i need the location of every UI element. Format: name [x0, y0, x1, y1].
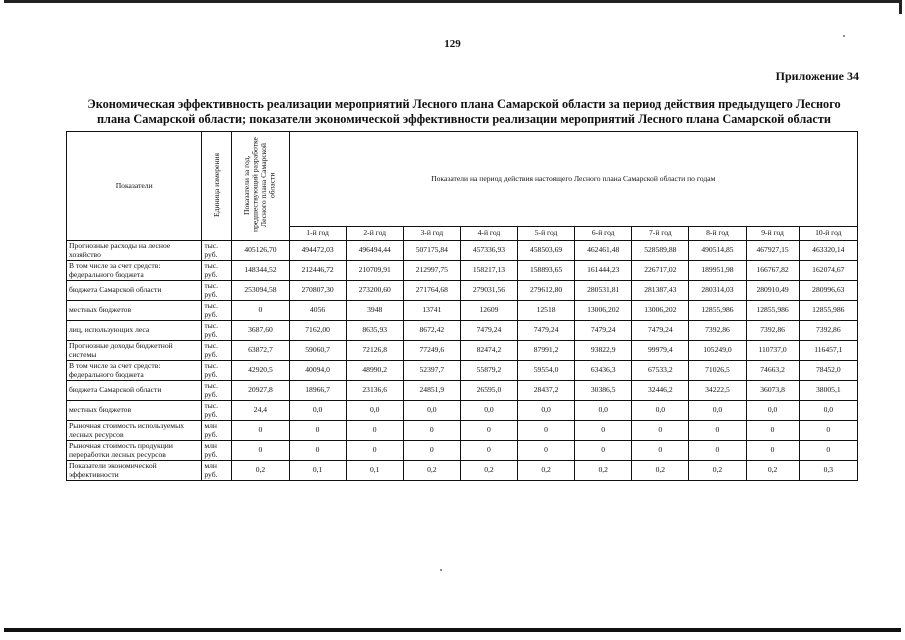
row-year-value: 494472,03: [289, 241, 346, 261]
header-unit: [202, 132, 232, 241]
row-unit: тыс. руб.: [202, 301, 232, 321]
row-year-value: 0: [403, 441, 460, 461]
table-row: [67, 261, 858, 281]
row-year-value: 528589,88: [632, 241, 689, 261]
header-period: Показатели на период действия настоящего Лесного плана Самарской области по годам: [289, 132, 857, 227]
row-year-value: 0: [460, 421, 517, 441]
row-year-value: 55879,2: [460, 361, 517, 381]
row-year-value: 0,2: [746, 461, 799, 481]
row-year-value: 463320,14: [799, 241, 857, 261]
row-label: Прогнозные расходы на лесное хозяйство: [67, 241, 202, 261]
row-label: Рыночная стоимость используемых лесных ресурсов: [67, 421, 202, 441]
row-year-value: 166767,82: [746, 261, 799, 281]
row-year-value: 0: [518, 441, 575, 461]
row-label: бюджета Самарской области: [67, 381, 202, 401]
year-header-cell: 9-й год: [746, 227, 799, 241]
row-label: местных бюджетов: [67, 401, 202, 421]
row-label: В том числе за счет средств: федерального бюджета: [67, 261, 202, 281]
row-year-value: 110737,0: [746, 341, 799, 361]
row-year-value: 0: [799, 421, 857, 441]
table-row: [67, 341, 858, 361]
row-unit: млн руб.: [202, 441, 232, 461]
row-year-value: 0,1: [289, 461, 346, 481]
table-row: [67, 401, 858, 421]
row-year-value: 93822,9: [575, 341, 632, 361]
row-year-value: 7392,86: [746, 321, 799, 341]
row-year-value: 32446,2: [632, 381, 689, 401]
row-year-value: 457336,93: [460, 241, 517, 261]
row-year-value: 0,2: [460, 461, 517, 481]
row-label: Прогнозные доходы бюджетной системы: [67, 341, 202, 361]
row-year-value: 462461,48: [575, 241, 632, 261]
year-header-cell: 5-й год: [518, 227, 575, 241]
year-header-cell: 1-й год: [289, 227, 346, 241]
header-prev-year: [232, 132, 289, 241]
row-year-value: 12518: [518, 301, 575, 321]
bottom-border-line: [4, 628, 901, 632]
table-row: [67, 461, 858, 481]
row-year-value: 0,0: [518, 401, 575, 421]
row-year-value: 490514,85: [689, 241, 746, 261]
row-year-value: 0: [575, 441, 632, 461]
row-year-value: 13741: [403, 301, 460, 321]
row-year-value: 0: [632, 421, 689, 441]
row-year-value: 30386,5: [575, 381, 632, 401]
row-year-value: 0,2: [575, 461, 632, 481]
row-unit: тыс. руб.: [202, 321, 232, 341]
row-unit: тыс. руб.: [202, 261, 232, 281]
row-year-value: 87991,2: [518, 341, 575, 361]
row-year-value: 212446,72: [289, 261, 346, 281]
row-year-value: 226717,02: [632, 261, 689, 281]
appendix-label: Приложение 34: [775, 69, 859, 83]
row-unit: млн руб.: [202, 461, 232, 481]
row-year-value: 36073,8: [746, 381, 799, 401]
row-year-value: 7392,86: [799, 321, 857, 341]
row-year-value: 0,0: [799, 401, 857, 421]
row-prev-year-value: 24,4: [232, 401, 289, 421]
row-year-value: 7392,86: [689, 321, 746, 341]
row-year-value: 507175,84: [403, 241, 460, 261]
row-year-value: 270807,30: [289, 281, 346, 301]
table-row: [67, 241, 858, 261]
row-year-value: 0: [460, 441, 517, 461]
year-header-cell: 2-й год: [346, 227, 403, 241]
row-year-value: 0: [403, 421, 460, 441]
year-header-cell: 3-й год: [403, 227, 460, 241]
row-label: Рыночная стоимость продукции переработки лесных ресурсов: [67, 441, 202, 461]
scan-speck: [440, 569, 442, 571]
top-border-corner: [899, 0, 902, 14]
top-border-line: [4, 0, 901, 3]
table-row: [67, 421, 858, 441]
row-year-value: 4056: [289, 301, 346, 321]
row-year-value: 0,0: [460, 401, 517, 421]
row-year-value: 7479,24: [632, 321, 689, 341]
row-year-value: 99979,4: [632, 341, 689, 361]
row-year-value: 0,0: [403, 401, 460, 421]
row-unit: тыс. руб.: [202, 281, 232, 301]
row-year-value: 0: [518, 421, 575, 441]
row-year-value: 59554,0: [518, 361, 575, 381]
row-year-value: 280314,03: [689, 281, 746, 301]
row-year-value: 8672,42: [403, 321, 460, 341]
row-year-value: 13006,202: [632, 301, 689, 321]
row-year-value: 26595,0: [460, 381, 517, 401]
row-year-value: 158893,65: [518, 261, 575, 281]
scan-speck: [843, 35, 845, 37]
row-year-value: 0,0: [689, 401, 746, 421]
row-year-value: 34222,5: [689, 381, 746, 401]
row-year-value: 52397,7: [403, 361, 460, 381]
table-row: [67, 321, 858, 341]
document-title: [40, 97, 888, 127]
row-year-value: 13006,202: [575, 301, 632, 321]
row-year-value: 0: [689, 441, 746, 461]
row-year-value: 38005,1: [799, 381, 857, 401]
row-year-value: 0: [289, 441, 346, 461]
row-year-value: 0,0: [575, 401, 632, 421]
row-year-value: 212997,75: [403, 261, 460, 281]
row-year-value: 0: [746, 441, 799, 461]
row-year-value: 74663,2: [746, 361, 799, 381]
row-prev-year-value: 0: [232, 441, 289, 461]
row-year-value: 279031,56: [460, 281, 517, 301]
row-year-value: 0: [746, 421, 799, 441]
row-year-value: 0,3: [799, 461, 857, 481]
row-year-value: 0,2: [518, 461, 575, 481]
page-number: 129: [444, 38, 461, 50]
row-year-value: 48990,2: [346, 361, 403, 381]
row-unit: тыс. руб.: [202, 361, 232, 381]
row-year-value: 40094,0: [289, 361, 346, 381]
year-header-cell: 4-й год: [460, 227, 517, 241]
row-prev-year-value: 0: [232, 301, 289, 321]
row-prev-year-value: 253094,58: [232, 281, 289, 301]
row-unit: тыс. руб.: [202, 341, 232, 361]
row-year-value: 0,0: [289, 401, 346, 421]
table-row: [67, 361, 858, 381]
year-header-cell: 8-й год: [689, 227, 746, 241]
row-year-value: 8635,93: [346, 321, 403, 341]
row-year-value: 496494,44: [346, 241, 403, 261]
row-year-value: 12855,986: [689, 301, 746, 321]
row-year-value: 59060,7: [289, 341, 346, 361]
row-year-value: 7479,24: [518, 321, 575, 341]
table-row: [67, 441, 858, 461]
row-year-value: 12855,986: [799, 301, 857, 321]
table-row: [67, 381, 858, 401]
row-year-value: 0: [289, 421, 346, 441]
row-year-value: 18966,7: [289, 381, 346, 401]
row-year-value: 0: [689, 421, 746, 441]
row-year-value: 0,0: [346, 401, 403, 421]
row-year-value: 0: [346, 421, 403, 441]
row-year-value: 24851,9: [403, 381, 460, 401]
row-unit: тыс. руб.: [202, 381, 232, 401]
row-year-value: 63436,3: [575, 361, 632, 381]
table-header-row: [67, 132, 858, 227]
row-year-value: 7479,24: [460, 321, 517, 341]
row-year-value: 0: [575, 421, 632, 441]
row-label: Показатели экономической эффективности: [67, 461, 202, 481]
row-year-value: 280996,63: [799, 281, 857, 301]
row-year-value: 161444,23: [575, 261, 632, 281]
row-year-value: 189951,98: [689, 261, 746, 281]
row-year-value: 7479,24: [575, 321, 632, 341]
row-year-value: 281387,43: [632, 281, 689, 301]
row-prev-year-value: 0,2: [232, 461, 289, 481]
row-prev-year-value: 405126,70: [232, 241, 289, 261]
row-prev-year-value: 148344,52: [232, 261, 289, 281]
row-year-value: 210709,91: [346, 261, 403, 281]
row-year-value: 0,2: [403, 461, 460, 481]
row-year-value: 0,1: [346, 461, 403, 481]
row-year-value: 71026,5: [689, 361, 746, 381]
row-unit: млн руб.: [202, 421, 232, 441]
header-prev-year-text: Показатели за год, предшествующий разработке Лесного плана Самарской области: [242, 137, 277, 233]
row-year-value: 78452,0: [799, 361, 857, 381]
row-prev-year-value: 20927,8: [232, 381, 289, 401]
row-year-value: 77249,6: [403, 341, 460, 361]
row-year-value: 0: [632, 441, 689, 461]
row-year-value: 280531,81: [575, 281, 632, 301]
row-year-value: 271764,68: [403, 281, 460, 301]
row-year-value: 0,2: [689, 461, 746, 481]
row-year-value: 458503,69: [518, 241, 575, 261]
row-year-value: 67533,2: [632, 361, 689, 381]
row-year-value: 116457,1: [799, 341, 857, 361]
row-year-value: 467927,15: [746, 241, 799, 261]
row-prev-year-value: 0: [232, 421, 289, 441]
row-year-value: 82474,2: [460, 341, 517, 361]
row-year-value: 0: [346, 441, 403, 461]
row-year-value: 158217,13: [460, 261, 517, 281]
row-unit: тыс. руб.: [202, 241, 232, 261]
row-year-value: 28437,2: [518, 381, 575, 401]
year-header-cell: 7-й год: [632, 227, 689, 241]
year-header-cell: 6-й год: [575, 227, 632, 241]
row-year-value: 162074,67: [799, 261, 857, 281]
row-year-value: 72126,8: [346, 341, 403, 361]
row-label: бюджета Самарской области: [67, 281, 202, 301]
row-year-value: 7162,00: [289, 321, 346, 341]
row-label: местных бюджетов: [67, 301, 202, 321]
efficiency-table: [66, 131, 858, 481]
row-year-value: 12855,986: [746, 301, 799, 321]
row-year-value: 280910,49: [746, 281, 799, 301]
year-header-cell: 10-й год: [799, 227, 857, 241]
row-year-value: 273200,60: [346, 281, 403, 301]
row-label: лиц, использующих леса: [67, 321, 202, 341]
title-line-2: плана Самарской области; показатели экономической эффективности реализации мероприятий Лесного плана Самарской области: [96, 112, 832, 126]
row-year-value: 23136,6: [346, 381, 403, 401]
header-indicators: Показатели: [67, 132, 202, 241]
row-prev-year-value: 42920,5: [232, 361, 289, 381]
row-year-value: 0,2: [632, 461, 689, 481]
row-label: В том числе за счет средств: федерального бюджета: [67, 361, 202, 381]
title-line-1: Экономическая эффективность реализации мероприятий Лесного плана Самарской области за период действия предыдущего Лесного: [87, 97, 841, 111]
header-unit-text: Единица измерения: [211, 152, 221, 217]
row-year-value: 105249,0: [689, 341, 746, 361]
table-row: [67, 301, 858, 321]
row-prev-year-value: 3687,60: [232, 321, 289, 341]
row-year-value: 12609: [460, 301, 517, 321]
row-unit: тыс. руб.: [202, 401, 232, 421]
row-year-value: 0: [799, 441, 857, 461]
row-year-value: 3948: [346, 301, 403, 321]
row-year-value: 279612,80: [518, 281, 575, 301]
row-prev-year-value: 63872,7: [232, 341, 289, 361]
row-year-value: 0,0: [632, 401, 689, 421]
row-year-value: 0,0: [746, 401, 799, 421]
table-row: [67, 281, 858, 301]
